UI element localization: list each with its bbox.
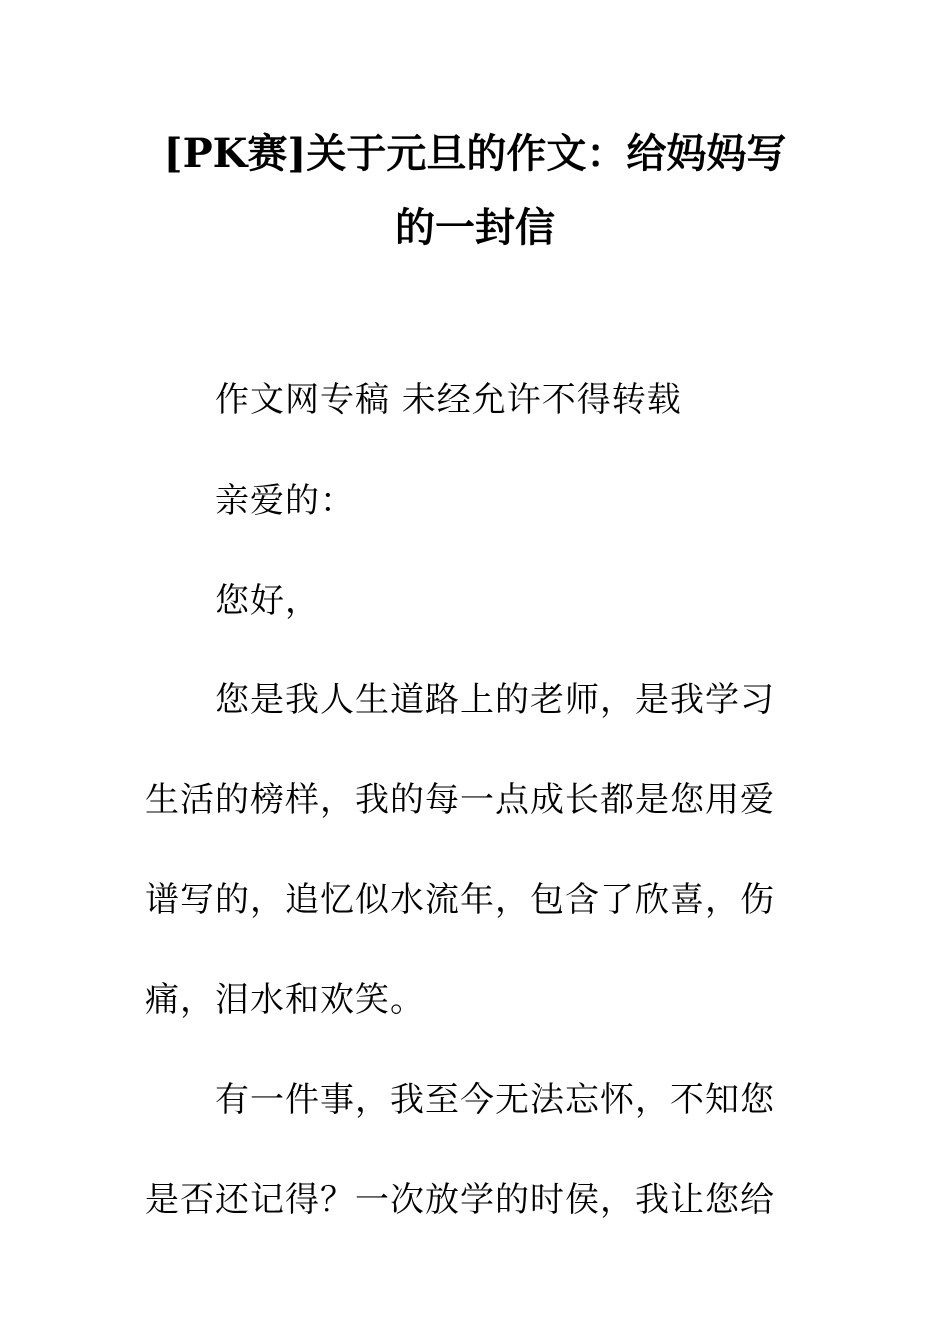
- salutation: 亲爱的：: [215, 481, 355, 521]
- paragraph-2-line-2: 是否还记得？一次放学的时侯，我让您给: [145, 1180, 775, 1220]
- paragraph-1-line-2: 生活的榜样，我的每一点成长都是您用爱: [145, 780, 775, 820]
- paragraph-1-line-1: 您是我人生道路上的老师，是我学习: [215, 680, 775, 720]
- copyright-notice: 作文网专稿 未经允许不得转载: [215, 380, 682, 420]
- paragraph-2-line-1: 有一件事，我至今无法忘怀，不知您: [215, 1080, 775, 1120]
- greeting: 您好，: [215, 581, 320, 621]
- document-title-line-2: 的一封信: [395, 204, 555, 251]
- paragraph-1-line-3: 谱写的，追忆似水流年，包含了欣喜，伤: [145, 880, 775, 920]
- document-title-line-1: [PK赛]关于元旦的作文：给妈妈写: [163, 130, 787, 177]
- paragraph-1-line-4: 痛，泪水和欢笑。: [145, 980, 425, 1020]
